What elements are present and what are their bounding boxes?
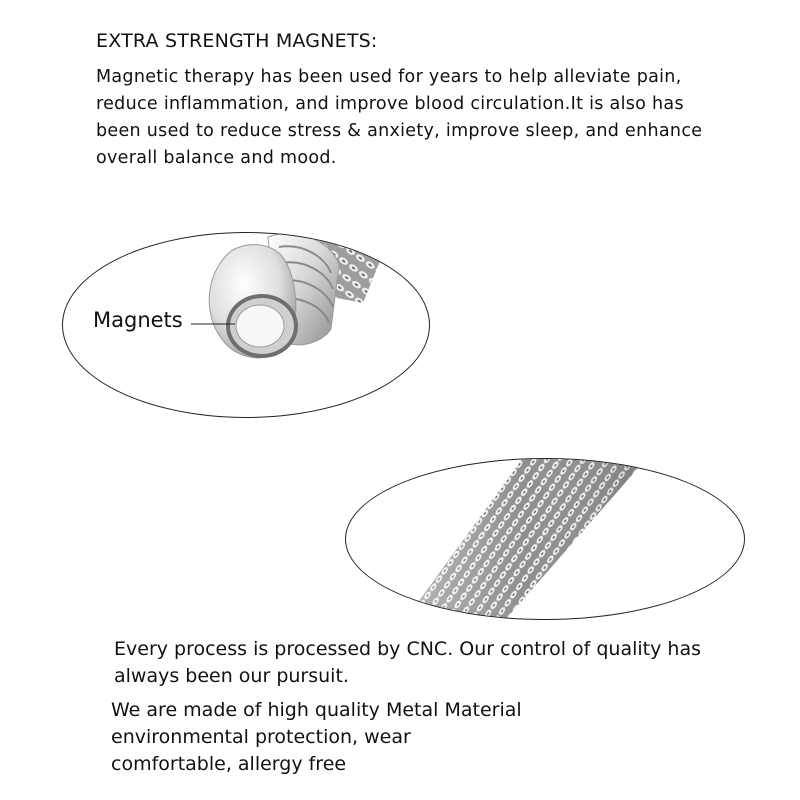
cnc-line: always been our pursuit. xyxy=(114,665,349,687)
material-paragraph xyxy=(111,697,751,778)
material-line: environmental protection, wear xyxy=(111,726,411,748)
magnets-label: Magnets xyxy=(93,308,183,332)
intro-line: been used to reduce stress & anxiety, improve sleep, and enhance xyxy=(96,121,703,141)
intro-paragraph xyxy=(96,64,776,172)
intro-line: reduce inflammation, and improve blood circulation.It is also has xyxy=(96,94,684,114)
cnc-line: Every process is processed by CNC. Our control of quality has xyxy=(114,638,701,660)
material-line: We are made of high quality Metal Material xyxy=(111,699,522,721)
intro-line: overall balance and mood. xyxy=(96,148,337,168)
cnc-paragraph xyxy=(114,636,754,690)
heading: EXTRA STRENGTH MAGNETS: xyxy=(96,30,378,52)
material-line: comfortable, allergy free xyxy=(111,753,347,775)
mesh-closeup-oval xyxy=(345,458,745,620)
intro-line: Magnetic therapy has been used for years to help alleviate pain, xyxy=(96,67,682,87)
mesh-band-image xyxy=(346,459,744,619)
